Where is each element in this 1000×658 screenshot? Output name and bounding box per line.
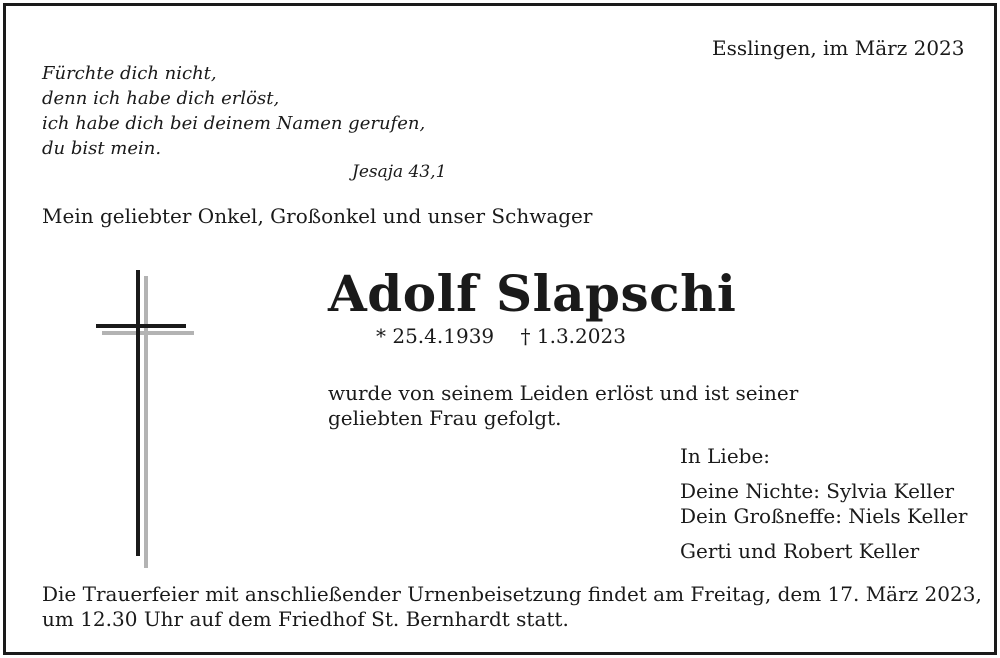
message-line: wurde von seinem Leiden erlöst und ist seiner — [328, 381, 799, 405]
cross-icon — [92, 270, 202, 570]
death-message — [328, 381, 798, 431]
obituary-card — [3, 3, 997, 655]
cross-vertical — [136, 270, 140, 556]
verse-line: ich habe dich bei deinem Namen gerufen, — [42, 113, 426, 134]
bible-verse — [42, 61, 425, 161]
mourners-block — [680, 444, 967, 564]
intro-text: Mein geliebter Onkel, Großonkel und unser Schwager — [42, 204, 593, 228]
cross-shadow-horizontal — [102, 331, 194, 335]
verse-line: Fürchte dich nicht, — [42, 63, 217, 84]
place-date: Esslingen, im März 2023 — [712, 36, 965, 60]
death-date: † 1.3.2023 — [520, 324, 626, 348]
birth-date: * 25.4.1939 — [376, 324, 495, 348]
mourner-couple: Gerti und Robert Keller — [680, 539, 920, 563]
funeral-line: Die Trauerfeier mit anschließender Urnenbeisetzung findet am Freitag, dem 17. März 2023, — [42, 582, 982, 606]
message-line: geliebten Frau gefolgt. — [328, 406, 562, 430]
mourners-heading: In Liebe: — [680, 444, 771, 468]
mourner-grandnephew: Dein Großneffe: Niels Keller — [680, 504, 968, 528]
funeral-line: um 12.30 Uhr auf dem Friedhof St. Bernhardt statt. — [42, 607, 569, 631]
verse-line: denn ich habe dich erlöst, — [42, 88, 280, 109]
verse-line: du bist mein. — [42, 138, 162, 159]
deceased-name: Adolf Slapschi — [328, 264, 737, 323]
funeral-notice — [42, 582, 982, 632]
cross-shadow-vertical — [144, 276, 148, 568]
mourner-niece: Deine Nichte: Sylvia Keller — [680, 479, 955, 503]
life-dates — [376, 324, 646, 348]
verse-source: Jesaja 43,1 — [352, 162, 447, 182]
cross-horizontal — [96, 324, 186, 328]
